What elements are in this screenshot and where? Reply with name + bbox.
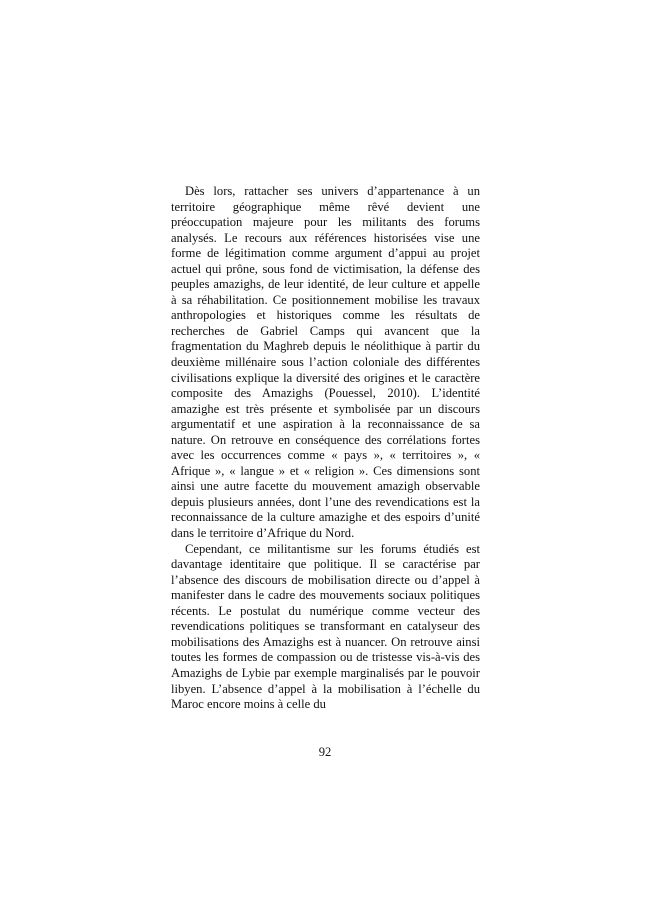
paragraph: Dès lors, rattacher ses univers d’appartenance à un territoire géographique même rêvé devient une préoccupation majeure pour les militants des forums analysés. Le recours aux références historisées vise une forme de légitimation comme argument d’appui au projet actuel qui prône, sous fond de victimisation, la défense des peuples amazighs, de leur identité, de leur culture et appelle à sa réhabilitation. Ce positionnement mobilise les travaux anthropologies et historiques comme les résultats de recherches de Gabriel Camps qui avancent que la fragmentation du Maghreb depuis le néolithique à partir du deuxième millénaire sous l’action coloniale des différentes civilisations explique la diversité des origines et le caractère composite des Amazighs (Pouessel, 2010). L’identité amazighe est très présente et symbolisée par un discours argumentatif et une aspiration à la reconnaissance de sa nature. On retrouve en conséquence des corrélations fortes avec les occurrences comme « pays », « territoires », « Afrique », « langue » et « religion ». Ces dimensions sont ainsi une autre facette du mouvement amazigh observable depuis plusieurs années, dont l’une des revendications est la reconnaissance de la culture amazighe et des espoirs d’unité dans le territoire d’Afrique du Nord.: [171, 184, 480, 541]
paragraph: Cependant, ce militantisme sur les forums étudiés est davantage identitaire que politique. Il se caractérise par l’absence des discours de mobilisation directe ou d’appel à manifester dans le cadre des mouvements sociaux politiques récents. Le postulat du numérique comme vecteur des revendications politiques se transformant en catalyseur des mobilisations des Amazighs est à nuancer. On retrouve ainsi toutes les formes de compassion ou de tristesse vis-à-vis des Amazighs de Lybie par exemple marginalisés par le pouvoir libyen. L’absence d’appel à la mobilisation à l’échelle du Maroc encore moins à celle du: [171, 541, 480, 712]
body-text: [171, 184, 480, 713]
page-number: 92: [318, 745, 332, 759]
